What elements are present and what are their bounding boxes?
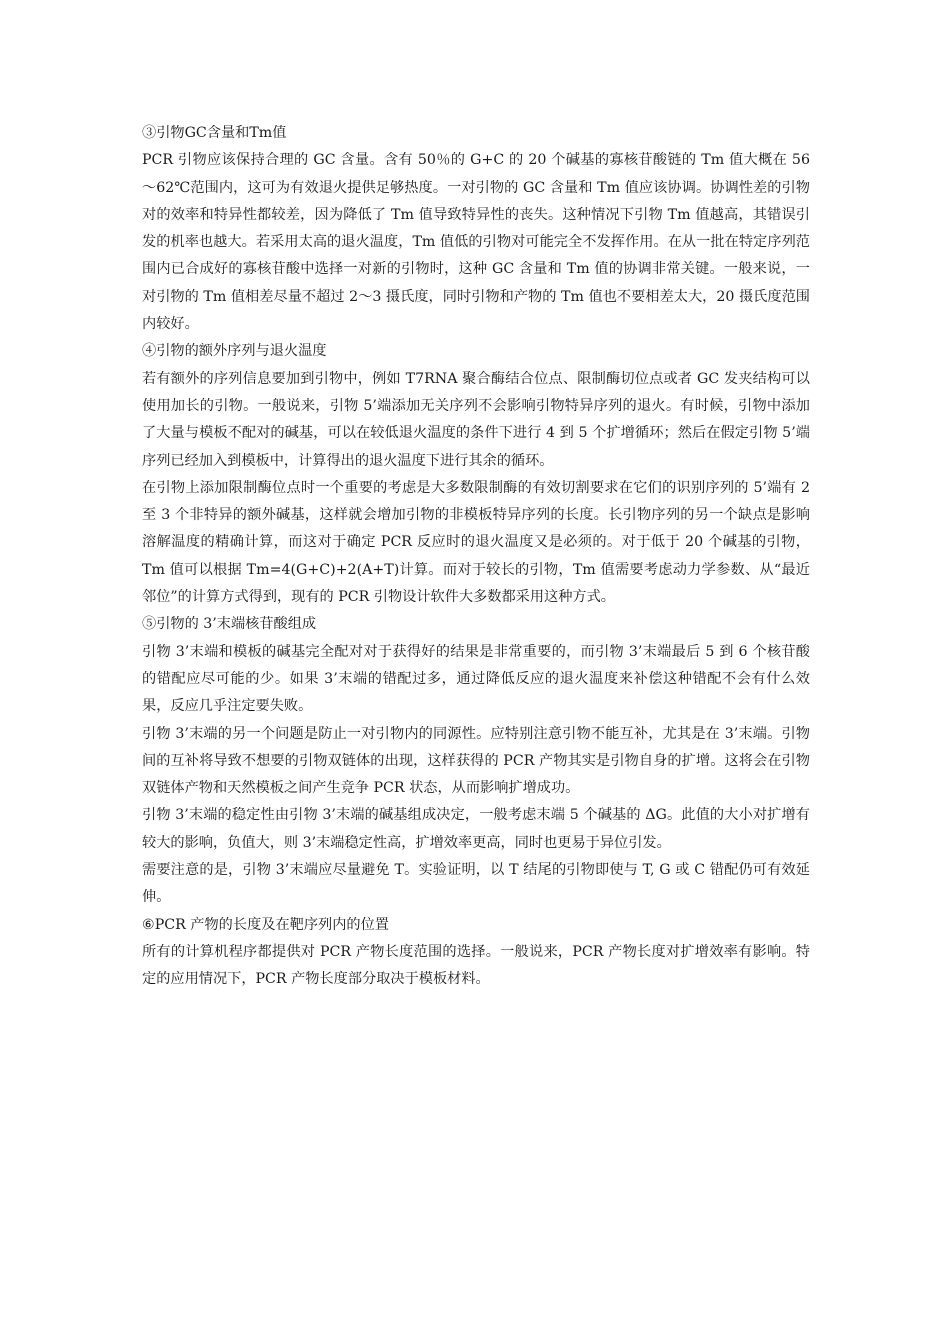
paragraph-gc-tm: PCR 引物应该保持合理的 GC 含量。含有 50％的 G+C 的 20 个碱基的寡核苷酸链的 Tm 值大概在 56～62℃范围内，这可为有效退火提供足够热度。一对引物的 GC 含量和 Tm 值应该协调。协调性差的引物对的效率和特异性都较差，因为降低了 Tm 值导致特异性的丧失。这种情况下引物 Tm 值越高，其错误引发的机率也越大。若采用太高的退火温度，Tm 值低的引物对可能完全不发挥作用。在从一批在特定序列范围内已合成好的寡核苷酸中选择一对新的引物时，这种 GC 含量和 Tm 值的协调非常关键。一般来说，一对引物的 Tm 值相差尽量不超过 2～3 摄氏度，同时引物和产物的 Tm 值也不要相差太大，20 摄氏度范围内较好。 xyxy=(142,152,810,333)
paragraph-3-prime-end-1: 引物 3’末端和模板的碱基完全配对对于获得好的结果是非常重要的，而引物 3’末端最后 5 到 6 个核苷酸的错配应尽可能的少。如果 3’末端的错配过多，通过降低反应的退火温度来补偿这种错配不会有什么效果，反应几乎注定要失败。 xyxy=(142,643,810,715)
paragraph-3-prime-end-2: 引物 3’末端的另一个问题是防止一对引物内的同源性。应特别注意引物不能互补，尤其是在 3’末端。引物间的互补将导致不想要的引物双链体的出现，这样获得的 PCR 产物其实是引物自身的扩增。这将会在引物双链体产物和天然模板之间产生竞争 PCR 状态，从而影响扩增成功。 xyxy=(142,725,810,797)
paragraph-3-prime-end-3: 引物 3’末端的稳定性由引物 3’末端的碱基组成决定，一般考虑末端 5 个碱基的 ΔG。此值的大小对扩增有较大的影响，负值大，则 3’末端稳定性高，扩增效率更高，同时也更易于异位引发。 xyxy=(142,807,810,851)
paragraph-extra-sequence-1: 若有额外的序列信息要加到引物中，例如 T7RNA 聚合酶结合位点、限制酶切位点或者 GC 发夹结构可以使用加长的引物。一般说来，引物 5’端添加无关序列不会影响引物特异序列的退火。有时候，引物中添加了大量与模板不配对的碱基，可以在较低退火温度的条件下进行 4 到 5 个扩增循环；然后在假定引物 5’端序列已经加入到模板中，计算得出的退火温度下进行其余的循环。 xyxy=(142,370,810,469)
paragraph-3-prime-end-4: 需要注意的是，引物 3’末端应尽量避免 T。实验证明，以 T 结尾的引物即使与 T, G 或 C 错配仍可有效延伸。 xyxy=(142,862,810,906)
section-heading-gc-tm: ③引物GC含量和Tm值 xyxy=(142,125,287,141)
section-heading-extra-sequence: ④引物的额外序列与退火温度 xyxy=(142,343,327,360)
paragraph-pcr-product-length: 所有的计算机程序都提供对 PCR 产物长度范围的选择。一般说来，PCR 产物长度对扩增效率有影响。特定的应用情况下，PCR 产物长度部分取决于模板材料。 xyxy=(142,943,810,988)
paragraph-extra-sequence-2: 在引物上添加限制酶位点时一个重要的考虑是大多数限制酶的有效切割要求在它们的识别序列的 5’端有 2 至 3 个非特异的额外碱基，这样就会增加引物的非模板特异序列的长度。长引物序列的另一个缺点是影响溶解温度的精确计算，而这对于确定 PCR 反应时的退火温度又是必须的。对于低于 20 个碱基的引物，Tm 值可以根据 Tm=4(G+C)+2(A+T)计算。而对于较长的引物，Tm 值需要考虑动力学参数、从“最近邻位”的计算方式得到，现有的 PCR 引物设计软件大多数都采用这种方式。 xyxy=(142,479,810,606)
section-heading-pcr-product-length: ⑥PCR 产物的长度及在靶序列内的位置 xyxy=(142,916,389,933)
document-body xyxy=(142,120,810,994)
section-heading-3-prime-end: ⑤引物的 3’末端核苷酸组成 xyxy=(142,616,317,633)
